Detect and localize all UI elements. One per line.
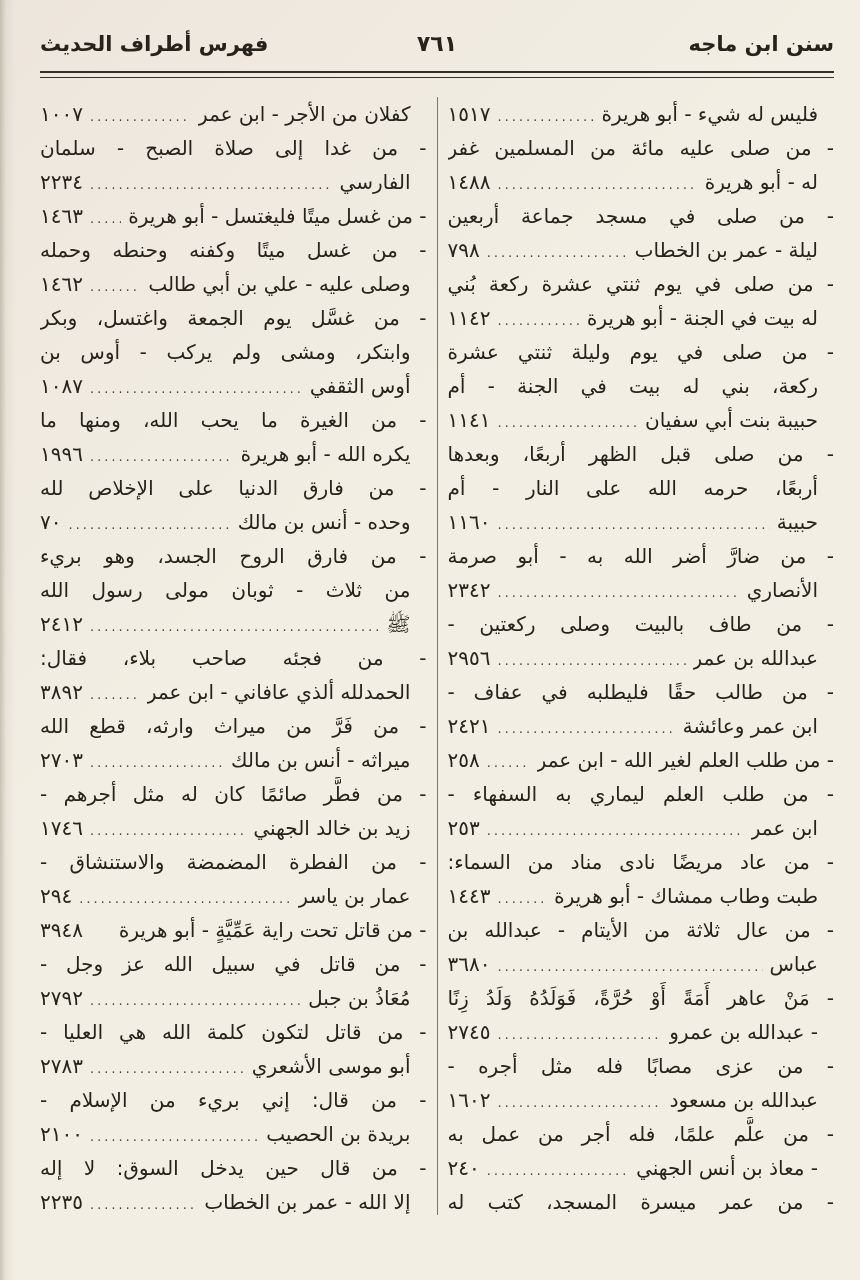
entry-text: ابن عمر (750, 816, 818, 840)
dot-leader (497, 577, 739, 611)
index-entry (448, 437, 835, 539)
entry-line: - من قاتل لتكون كلمة الله هي العليا - (40, 1020, 427, 1044)
entry-line (448, 811, 835, 845)
dot-leader (487, 1155, 629, 1189)
entry-line (448, 1151, 835, 1185)
entry-text: - من طلب العلم لغير الله - ابن عمر (536, 748, 834, 772)
entry-text: زيد بن خالد الجهني (253, 816, 411, 840)
entry-line: - من قاتل في سبيل الله عز وجل - (40, 952, 427, 976)
hadith-number: ١٤٨٨ (447, 170, 491, 194)
entry-text: حبيبة (776, 510, 818, 534)
entry-line (448, 879, 835, 913)
entry-line: - من ضارَّ أضر الله به - أبو صرمة (447, 544, 834, 568)
entry-line: أربعًا، حرمه الله على النار - أم (447, 476, 818, 500)
column-right (448, 93, 835, 1219)
index-entry (40, 1015, 427, 1083)
entry-line (448, 709, 835, 743)
index-entry (448, 97, 835, 131)
entry-line (40, 1117, 427, 1151)
section-title: فهرس أطراف الحديث (40, 32, 269, 56)
entry-line (40, 267, 427, 301)
entry-line (40, 879, 427, 913)
index-entry (40, 199, 427, 233)
hadith-number: ٢٥٣ (447, 816, 480, 840)
dot-leader (90, 1189, 197, 1223)
entry-text: كفلان من الأجر - ابن عمر (198, 102, 411, 126)
hadith-number: ١٦٠٢ (447, 1088, 491, 1112)
hadith-number: ١٥١٧ (447, 102, 491, 126)
dot-leader (497, 713, 675, 747)
dot-leader (497, 883, 547, 917)
dot-leader (90, 1053, 245, 1087)
entry-line (448, 1083, 835, 1117)
dot-leader (90, 101, 191, 135)
hadith-number: ٣٩٤٨ (40, 918, 83, 942)
index-entry (448, 607, 835, 675)
entry-text: وصلى عليه - علي بن أبي طالب (148, 272, 411, 296)
entry-line (448, 165, 835, 199)
entry-text: - من قاتل تحت راية عَمِّيَّةٍ - أبو هريرة (118, 918, 427, 942)
entry-text: عبدالله بن عمر (692, 646, 818, 670)
dot-leader (497, 1019, 662, 1053)
hadith-number: ٢٢٣٥ (40, 1190, 83, 1214)
dot-leader (90, 679, 140, 713)
header-rule (40, 71, 834, 78)
hadith-number: ٢٣٤٢ (447, 578, 491, 602)
entry-line: - من عاد مريضًا نادى مناد من السماء: (447, 850, 834, 874)
entry-line: ركعة، بني له بيت في الجنة - أم (447, 374, 818, 398)
dot-leader (497, 169, 697, 203)
dot-leader (90, 611, 379, 645)
hadith-number: ٢٤٢١ (447, 714, 491, 738)
index-entry (40, 641, 427, 709)
hadith-number: ٢٤١٢ (40, 612, 83, 636)
entry-line: - من غدا إلى صلاة الصبح - سلمان (40, 136, 427, 160)
index-entry (40, 403, 427, 471)
hadith-number: ٢٩٥٦ (447, 646, 491, 670)
index-entry (448, 743, 835, 777)
entry-line (448, 573, 835, 607)
entry-line: - من قال حين يدخل السوق: لا إله (40, 1156, 427, 1180)
entry-line (40, 607, 427, 641)
entry-line (448, 97, 835, 131)
index-entry (448, 539, 835, 607)
index-entry (448, 981, 835, 1049)
dot-leader (90, 815, 246, 849)
entry-text: فليس له شيء - أبو هريرة (601, 102, 818, 126)
entry-line (448, 641, 835, 675)
entry-text: - عبدالله بن عمرو (669, 1020, 818, 1044)
hadith-number: ٢٥٨ (447, 748, 480, 772)
entry-text: ابن عمر وعائشة (682, 714, 818, 738)
entry-line: - من الفطرة المضمضة والاستنشاق - (40, 850, 427, 874)
entry-line (40, 437, 427, 471)
hadith-number: ٧٠ (40, 510, 62, 534)
entry-line (40, 1185, 427, 1219)
index-entry (40, 1151, 427, 1219)
entry-line: - من صلى عليه مائة من المسلمين غفر (447, 136, 834, 160)
index-entry (40, 913, 427, 947)
entry-text: الحمدلله ألذي عافاني - ابن عمر (146, 680, 411, 704)
entry-text: إلا الله - عمر بن الخطاب (204, 1190, 411, 1214)
entry-line: - من فارق الروح الجسد، وهو بريء (40, 544, 427, 568)
dot-leader (497, 645, 685, 679)
index-entry (40, 233, 427, 301)
hadith-number: ٢٧٩٢ (40, 986, 83, 1010)
entry-line (40, 505, 427, 539)
entry-line: - من صلى في يوم وليلة ثنتي عشرة (447, 340, 834, 364)
index-entry (40, 845, 427, 913)
hadith-number: ٣٨٩٢ (40, 680, 83, 704)
hadith-number: ١١٤٢ (447, 306, 491, 330)
entry-line (448, 403, 835, 437)
dot-leader (90, 203, 121, 237)
entry-text: أوس الثقفي (309, 374, 411, 398)
entry-line: - من الغيرة ما يحب الله، ومنها ما (40, 408, 427, 432)
dot-leader (90, 373, 303, 407)
entry-text: أبو موسى الأشعري (251, 1054, 411, 1078)
entry-line: - مَنْ عاهر أَمَةً أَوْ حُرَّةً، فَوَلَدُهُ وَلَدُ زِنًا (447, 986, 834, 1010)
entry-line: - من علَّم علمًا، فله أجر من عمل به (447, 1122, 834, 1146)
entry-line: - من صلى في يوم ثنتي عشرة ركعة بُني (447, 272, 834, 296)
index-entry (448, 1185, 835, 1219)
entry-line (40, 199, 427, 233)
hadith-number: ١٤٤٣ (447, 884, 491, 908)
entry-line: - من فارق الدنيا على الإخلاص لله (40, 476, 427, 500)
index-entry (40, 947, 427, 1015)
entry-text: طبت وطاب ممشاك - أبو هريرة (554, 884, 818, 908)
index-entry (40, 1083, 427, 1151)
hadith-number: ١٠٠٧ (40, 102, 83, 126)
dot-leader (487, 747, 530, 781)
dot-leader (90, 169, 333, 203)
dot-leader (497, 305, 579, 339)
hadith-number: ١١٦٠ (447, 510, 491, 534)
hadith-number: ٢٢٣٤ (40, 170, 83, 194)
entry-line: - من طاف بالبيت وصلى ركعتين - (447, 612, 834, 636)
hadith-number: ٢٧٠٣ (40, 748, 83, 772)
entry-line (40, 811, 427, 845)
entry-text: عبدالله بن مسعود (669, 1088, 818, 1112)
dot-leader (68, 509, 230, 543)
dot-leader (79, 883, 291, 917)
entry-line: - من طلب العلم ليماري به السفهاء - (447, 782, 834, 806)
entry-line (40, 675, 427, 709)
column-left (40, 93, 427, 1219)
index-entry (448, 335, 835, 437)
dot-leader (90, 747, 224, 781)
entry-text: - من غسل ميتًا فليغتسل - أبو هريرة (128, 204, 427, 228)
index-entry (40, 777, 427, 845)
entry-text: الأنصاري (746, 578, 818, 602)
entry-line: - من فطَّر صائمًا كان له مثل أجرهم - (40, 782, 427, 806)
hadith-number: ٧٩٨ (447, 238, 480, 262)
hadith-number: ٣٦٨٠ (447, 952, 491, 976)
book-title: سنن ابن ماجه (688, 32, 834, 56)
hadith-number: ٢٩٤ (40, 884, 73, 908)
entry-line: من ثلاث - ثوبان مولى رسول الله (40, 578, 411, 602)
index-entry (448, 675, 835, 743)
entry-text: يكره الله - أبو هريرة (240, 442, 411, 466)
index-entry (448, 1117, 835, 1185)
entry-text: الفارسي (339, 170, 411, 194)
entry-text: عباس (769, 952, 818, 976)
entry-line (448, 1015, 835, 1049)
hadith-number: ١٩٩٦ (40, 442, 83, 466)
entry-line: وابتكر، ومشى ولم يركب - أوس بن (40, 340, 411, 364)
entry-line (40, 1049, 427, 1083)
index-entry (448, 777, 835, 845)
index-entry (40, 709, 427, 777)
index-entry (40, 471, 427, 539)
entry-line: - من عمر ميسرة المسجد، كتب له (447, 1190, 834, 1214)
index-columns (40, 93, 834, 1219)
hadith-number: ١١٤١ (447, 408, 491, 432)
entry-text: مُعَاذُ بن جبل (308, 986, 411, 1010)
index-entry (448, 131, 835, 199)
dot-leader (497, 101, 594, 135)
dot-leader (90, 441, 234, 475)
hadith-number: ١٤٦٣ (40, 204, 83, 228)
hadith-number: ٢١٠٠ (40, 1122, 83, 1146)
index-entry (448, 267, 835, 335)
index-entry (40, 301, 427, 403)
entry-line (448, 947, 835, 981)
dot-leader (90, 985, 301, 1019)
index-entry (448, 845, 835, 913)
entry-text: بريدة بن الحصيب (266, 1122, 411, 1146)
index-entry (40, 131, 427, 199)
entry-line (40, 981, 427, 1015)
hadith-number: ١٤٦٢ (40, 272, 83, 296)
index-entry (40, 97, 427, 131)
dot-leader (487, 237, 628, 271)
entry-line: - من غسل ميتًا وكفنه وحنطه وحمله (40, 238, 427, 262)
dot-leader (497, 509, 769, 543)
entry-line: - من فَرَّ من ميراث وارثه، قطع الله (40, 714, 427, 738)
entry-text: ميراثه - أنس بن مالك (231, 748, 411, 772)
entry-line: - من صلى في مسجد جماعة أربعين (447, 204, 834, 228)
dot-leader (487, 815, 744, 849)
entry-line: - من قال: إني بريء من الإسلام - (40, 1088, 427, 1112)
entry-line (40, 743, 427, 777)
entry-line (40, 369, 427, 403)
index-entry (448, 199, 835, 267)
entry-line: - من صلى قبل الظهر أربعًا، وبعدها (447, 442, 834, 466)
entry-line: - من عال ثلاثة من الأيتام - عبدالله بن (447, 918, 834, 942)
entry-text: حبيبة بنت أبي سفيان (645, 408, 818, 432)
index-entry (40, 539, 427, 641)
dot-leader (90, 271, 141, 305)
entry-line (40, 165, 427, 199)
entry-text: - معاذ بن أنس الجهني (636, 1156, 818, 1180)
entry-line: - من فجئه صاحب بلاء، فقال: (40, 646, 427, 670)
entry-line (40, 97, 427, 131)
entry-text: له - أبو هريرة (704, 170, 818, 194)
hadith-number: ٢٤٠ (447, 1156, 480, 1180)
hadith-number: ١٠٨٧ (40, 374, 83, 398)
index-entry (448, 913, 835, 981)
column-divider (437, 97, 438, 1215)
entry-line (448, 743, 835, 777)
page-header (40, 30, 834, 57)
entry-line (448, 301, 835, 335)
entry-line: - من غسَّل يوم الجمعة واغتسل، وبكر (40, 306, 427, 330)
entry-line: - من عزى مصابًا فله مثل أجره - (447, 1054, 834, 1078)
entry-line (448, 505, 835, 539)
dot-leader (497, 1087, 662, 1121)
entry-text: له بيت في الجنة - أبو هريرة (586, 306, 818, 330)
page-number: ٧٦١ (416, 32, 458, 57)
entry-line (40, 913, 427, 947)
hadith-number: ١٧٤٦ (40, 816, 83, 840)
entry-line (448, 233, 835, 267)
dot-leader (497, 407, 638, 441)
entry-text: وحده - أنس بن مالك (237, 510, 411, 534)
hadith-number: ٢٧٨٣ (40, 1054, 83, 1078)
entry-text: ﷺ (386, 612, 411, 636)
entry-line: - من طالب حقًا فليطلبه في عفاف - (447, 680, 834, 704)
dot-leader (90, 1121, 259, 1155)
hadith-number: ٢٧٤٥ (447, 1020, 491, 1044)
index-entry (448, 1049, 835, 1117)
entry-text: ليلة - عمر بن الخطاب (634, 238, 818, 262)
entry-text: عمار بن ياسر (298, 884, 411, 908)
dot-leader (497, 951, 762, 985)
